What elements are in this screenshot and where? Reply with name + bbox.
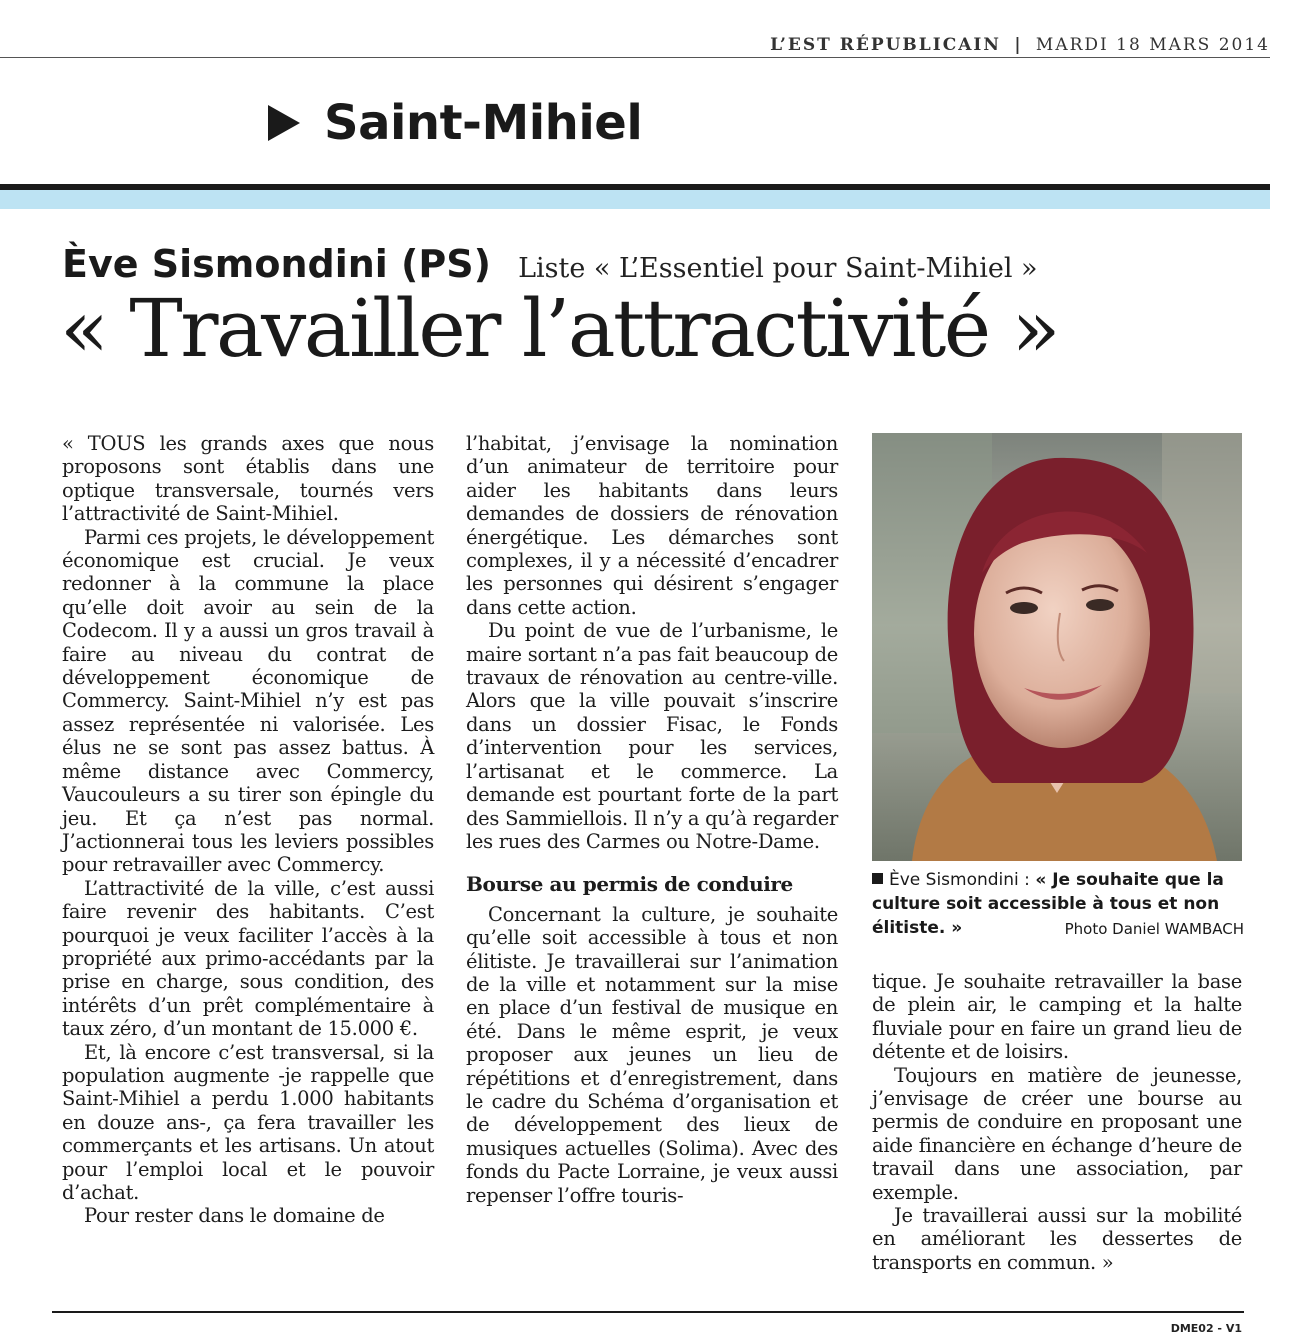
article-subheading: Bourse au permis de conduire [466,872,793,897]
candidate-name: Ève Sismondini (PS) [62,242,491,286]
photo-credit: Photo Daniel WAMBACH [1064,920,1244,938]
masthead-line [770,35,1270,55]
article-kicker [62,242,1038,286]
article-column-3 [872,970,1242,1274]
portrait-illustration [872,433,1242,861]
paragraph: Pour rester dans le domaine de [84,1204,385,1228]
caption-name: Ève Sismondini : [889,870,1036,890]
masthead [0,30,1270,58]
header-rule-blue [0,190,1270,209]
article-headline: « Travailler l’attractivité » [60,282,1058,375]
article-column-2 [466,432,838,1207]
paragraph: Et, là encore c’est transversal, si la population augmente -je rappelle que Saint-Mihiel a perdu 1.000 habitants en douze ans-, ça fera travailler les commerçants et les artisans. Un atout pour l’emploi local et le pouvoir d’achat. [62,1040,434,1204]
paragraph: Je travaillerai aussi sur la mobilité en améliorant les dessertes de transports en commun. » [872,1204,1242,1274]
square-bullet-icon [872,873,883,884]
candidate-list: Liste « L’Essentiel pour Saint-Mihiel » [518,253,1038,284]
section-title: Saint-Mihiel [324,95,643,151]
issue-date: MARDI 18 MARS 2014 [1035,35,1270,55]
page-code: DME02 - V1 [1170,1322,1242,1335]
paragraph: Parmi ces projets, le développement économique est crucial. Je veux redonner à la commune la place qu’elle doit avoir au sein de la Codecom. Il y a aussi un gros travail à faire au niveau du contrat de développement économique de Commercy. Saint-Mihiel n’y est pas assez représentée ni valorisée. Les élus ne se sont pas assez battus. À même distance avec Commercy, Vaucouleurs a su tirer son épingle du jeu. Et ça n’est pas normal. J’actionnerai tous les leviers possibles pour retravailler avec Commercy. [62,525,434,877]
paragraph: Du point de vue de l’urbanisme, le maire sortant n’a pas fait beaucoup de travaux de rénovation au centre-ville. Alors que la ville pouvait s’inscrire dans un dossier Fisac, le Fonds d’intervention pour les services, l’artisanat et le commerce. La demande est pourtant forte de la part des Sammiellois. Il n’y a qu’à regarder les rues des Carmes ou Notre-Dame. [466,619,838,853]
paragraph: « TOUS les grands axes que nous proposons sont établis dans une optique transversale, tournés vers l’attractivité de Saint-Mihiel. [62,432,434,526]
masthead-separator: | [1014,35,1023,55]
triangle-arrow-icon [268,105,300,141]
paragraph: l’habitat, j’envisage la nomination d’un animateur de territoire pour aider les habitants dans leurs demandes de dossiers de rénovation énergétique. Les démarches sont complexes, il y a nécessité d’encadrer les personnes qui désirent s’engager dans cette action. [466,432,838,619]
section-header [268,93,642,153]
newspaper-name: L’EST RÉPUBLICAIN [770,35,1001,55]
article-column-1 [62,432,434,1228]
photo-caption [872,868,1244,941]
portrait-photo [872,433,1242,861]
footer-rule [52,1311,1244,1313]
paragraph: tique. Je souhaite retravailler la base de plein air, le camping et la halte fluviale pour en faire un grand lieu de détente et de loisirs. [872,970,1242,1064]
paragraph: L’attractivité de la ville, c’est aussi faire revenir des habitants. C’est pourquoi je veux faciliter l’accès à la propriété aux primo-accédants par la prise en charge, sous condition, des intérêts d’un prêt complémentaire à taux zéro, d’un montant de 15.000 €. [62,876,434,1041]
paragraph: Toujours en matière de jeunesse, j’envisage de créer une bourse au permis de conduire en proposant une aide financière en échange d’heure de travail dans une association, par exemple. [872,1063,1242,1204]
caption-quote: « Je souhaite que la culture soit accessible à tous et non élitiste. » [872,870,1224,938]
paragraph: Concernant la culture, je souhaite qu’elle soit accessible à tous et non élitiste. Je travaillerai sur l’animation de la ville et notamment sur la mise en place d’un festival de musique en été. Dans le même esprit, je veux proposer aux jeunes un lieu de répétitions et d’enregistrement, dans le cadre du Schéma d’organisation et de développement des lieux de musiques actuelles (Solima). Avec des fonds du Pacte Lorraine, je veux aussi repenser l’offre touris- [466,902,838,1207]
